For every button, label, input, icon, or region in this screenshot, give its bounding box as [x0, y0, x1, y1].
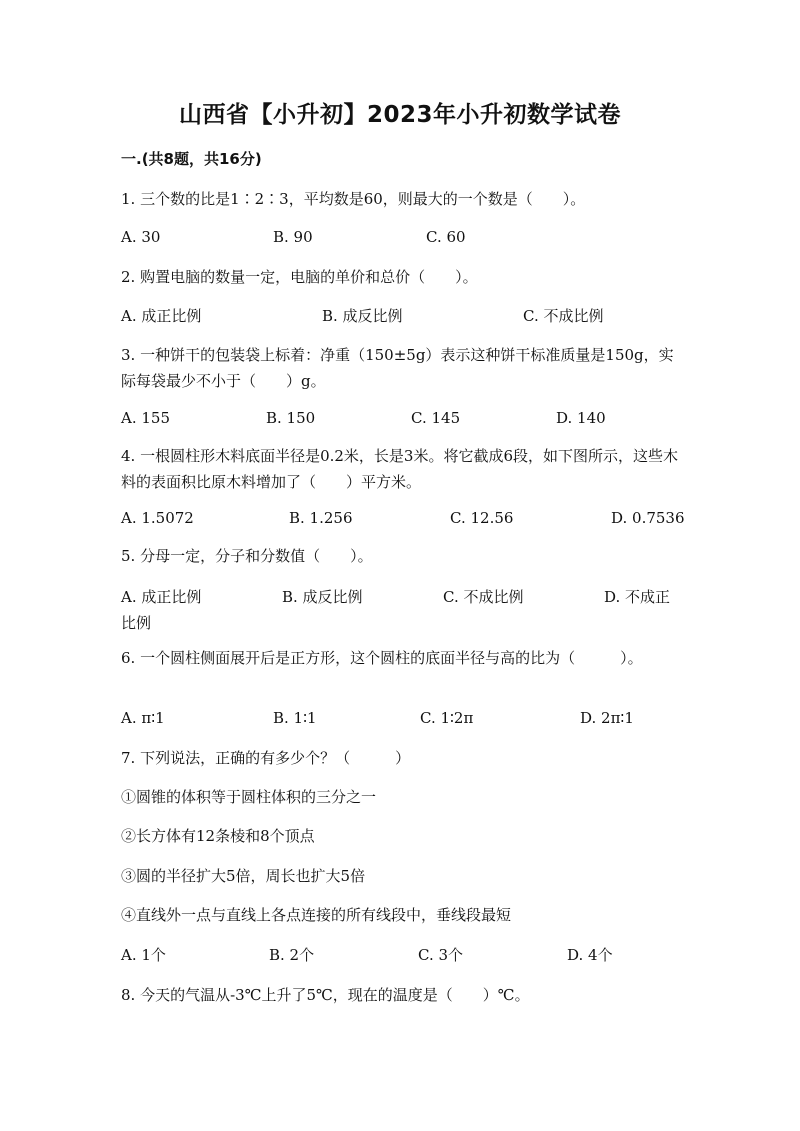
q4-option-a: A. 1.5072: [121, 509, 194, 527]
q7-option-d: D. 4个: [567, 946, 613, 964]
q3-option-a: A. 155: [121, 409, 170, 427]
q7-statement-1: ①圆锥的体积等于圆柱体积的三分之一: [121, 788, 377, 806]
q5-option-a: A. 成正比例: [121, 588, 202, 606]
question-6: 6. 一个圆柱侧面展开后是正方形，这个圆柱的底面半径与高的比为（ ）。: [121, 649, 643, 667]
q5-option-b: B. 成反比例: [282, 588, 363, 606]
q3-option-d: D. 140: [556, 409, 606, 427]
q1-option-a: A. 30: [121, 228, 161, 246]
q4-option-c: C. 12.56: [450, 509, 514, 527]
q7-option-b: B. 2个: [269, 946, 315, 964]
section-heading: 一.(共8题，共16分): [121, 150, 262, 168]
q2-option-a: A. 成正比例: [121, 307, 202, 325]
q6-option-c: C. 1∶2π: [420, 709, 474, 727]
q4-option-d: D. 0.7536: [611, 509, 685, 527]
q4-option-b: B. 1.256: [289, 509, 353, 527]
question-7: 7. 下列说法，正确的有多少个？（ ）: [121, 749, 411, 767]
q6-option-d: D. 2π∶1: [580, 709, 634, 727]
question-4: 4. 一根圆柱形木料底面半径是0.2米，长是3米。将它截成6段，如下图所示，这些木料的表面积比原木料增加了（ ）平方米。: [121, 447, 679, 491]
question-5: 5. 分母一定，分子和分数值（ ）。: [121, 547, 373, 565]
q5-option-c: C. 不成比例: [443, 588, 524, 606]
q6-option-a: A. π∶1: [121, 709, 165, 727]
exam-title: 山西省【小升初】2023年小升初数学试卷: [178, 102, 621, 128]
question-1: 1. 三个数的比是1∶2∶3，平均数是60，则最大的一个数是（ ）。: [121, 190, 586, 208]
q3-option-b: B. 150: [266, 409, 316, 427]
q1-option-c: C. 60: [426, 228, 466, 246]
question-8: 8. 今天的气温从-3℃上升了5℃，现在的温度是（ ）℃。: [121, 986, 530, 1004]
q7-option-a: A. 1个: [121, 946, 166, 964]
question-2: 2. 购置电脑的数量一定，电脑的单价和总价（ ）。: [121, 268, 478, 286]
q2-option-c: C. 不成比例: [523, 307, 604, 325]
question-3: 3. 一种饼干的包装袋上标着：净重（150±5g）表示这种饼干标准质量是150g，实际每袋最少不小于（ ）g。: [121, 346, 674, 390]
q6-option-b: B. 1∶1: [273, 709, 317, 727]
q3-option-c: C. 145: [411, 409, 461, 427]
q7-statement-4: ④直线外一点与直线上各点连接的所有线段中，垂线段最短: [121, 906, 512, 924]
q7-statement-3: ③圆的半径扩大5倍，周长也扩大5倍: [121, 867, 366, 885]
q5-option-d: D. 不成正比例: [121, 588, 671, 632]
q7-statement-2: ②长方体有12条棱和8个顶点: [121, 827, 315, 845]
q7-option-c: C. 3个: [418, 946, 464, 964]
q1-option-b: B. 90: [273, 228, 313, 246]
q2-option-b: B. 成反比例: [322, 307, 403, 325]
